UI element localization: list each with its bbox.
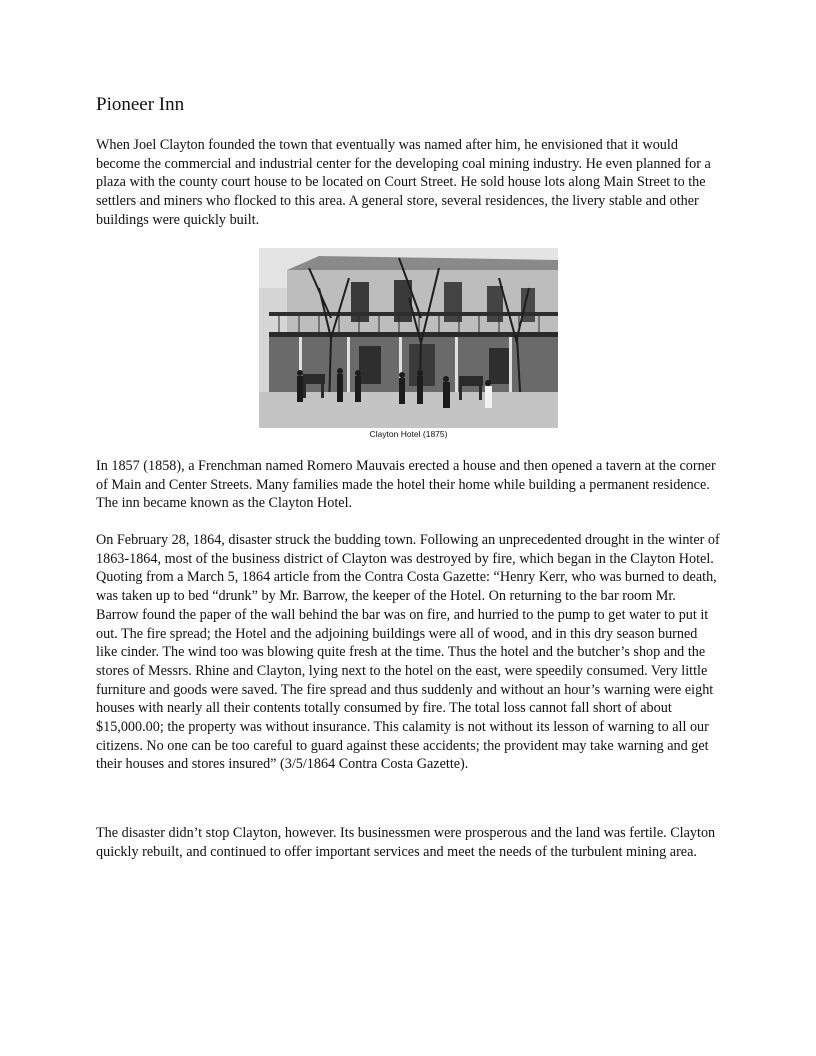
photo-caption: Clayton Hotel (1875) — [369, 429, 448, 439]
paragraph-intro: When Joel Clayton founded the town that eventually was named after him, he envisioned that it would become the commercial and industrial center for the developing coal mining industry. He even planned for a plaza with the county court house to be located on Court Street. He sold house lots along Main Street to the settlers and miners who flocked to this area. A general store, several residences, the livery stable and other buildings were quickly built. — [96, 137, 711, 228]
page-title: Pioneer Inn — [96, 94, 185, 115]
paragraph-rebuild: The disaster didn’t stop Clayton, however. Its businessmen were prosperous and the land was fertile. Clayton quickly rebuilt, and continued to offer important services and meet the needs of the turbulent mining area. — [96, 825, 716, 860]
paragraph-tavern: In 1857 (1858), a Frenchman named Romero Mauvais erected a house and then opened a tavern at the corner of Main and Center Streets. Many families made the hotel their home while building a permanent residence. The inn became known as the Clayton Hotel. — [96, 458, 716, 512]
clayton-hotel-photo — [259, 248, 558, 428]
paragraph-fire: On February 28, 1864, disaster struck the budding town. Following an unprecedented drought in the winter of 1863-1864, most of the business district of Clayton was destroyed by fire, which began in the Clayton Hotel. Quoting from a March 5, 1864 article from the Contra Costa Gazette: “Henry Kerr, who was burned to death, was taken up to bed “drunk” by Mr. Barrow, the keeper of the Hotel. On returning to the bar room Mr. Barrow found the paper of the wall behind the bar was on fire, and hurried to the pump to get water to put it out. The fire spread; the Hotel and the adjoining buildings were all of wood, and in this dry season burned like cinder. The wind too was blowing quite fresh at the time. Thus the hotel and the butcher’s shop and the stores of Messrs. Rhine and Clayton, lying next to the hotel on the east, were speedily consumed. Very little furniture and goods were saved. The fire spread and thus suddenly and without an hour’s warning were eight houses with nearly all their contents totally consumed by fire. The total loss cannot fall short of about $15,000.00; the property was without insurance. This calamity is not without its lesson of warning to all our citizens. No one can be too careful to guard against these accidents; the provident may take warning and get their houses and stores insured” (3/5/1864 Contra Costa Gazette). — [96, 532, 720, 773]
